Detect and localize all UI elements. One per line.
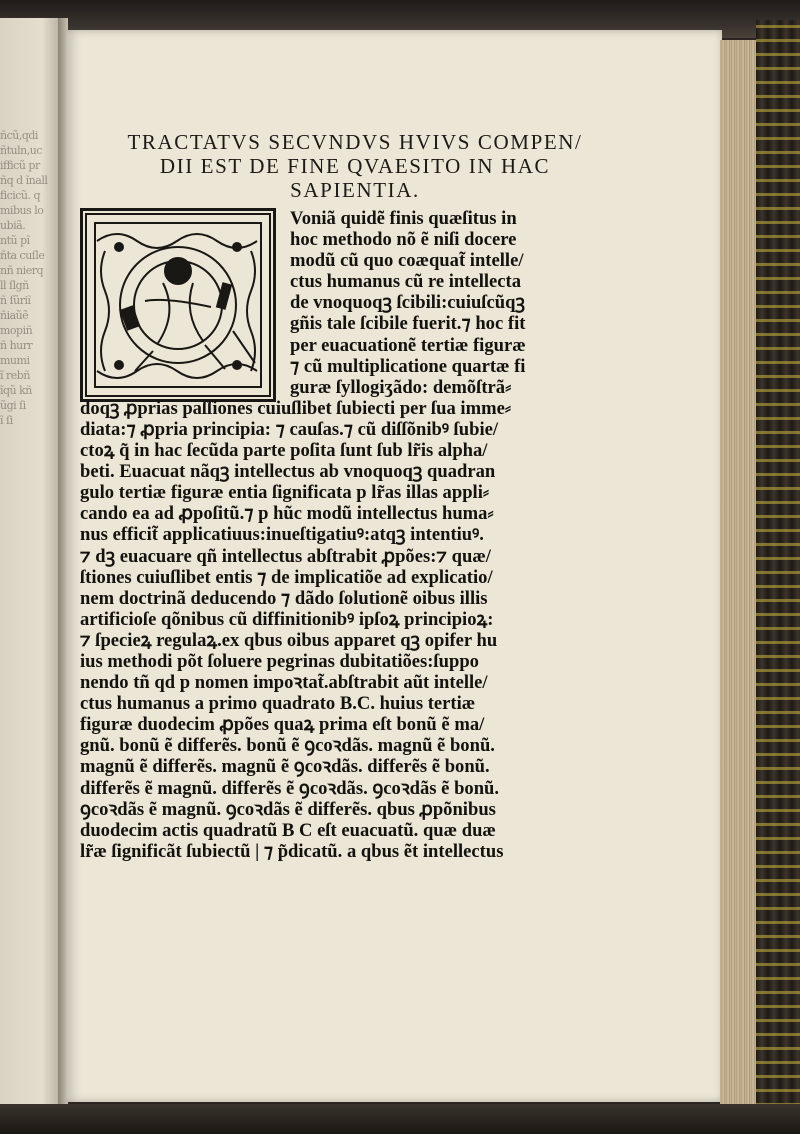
text-line: ⁊ cũ multiplicatione quartæ fi (290, 355, 526, 377)
text-line: ⁊ ſpecieꝝ regulaꝝ.ex qbus oibus apparet qꝫ opifer hu (80, 629, 498, 651)
left-page-line: ubiã. (0, 219, 26, 232)
text-line: ius methodi põt ſoluere pegrinas dubitatiões:ſuppo (80, 650, 479, 672)
left-page-line: ĩ ſi (0, 414, 13, 427)
left-page-line: ficicũ. q (0, 189, 41, 202)
text-line: nem doctrinã deducendo ⁊ dãdo ſolutionẽ oibus illis (80, 587, 488, 609)
left-page-line: mibus lo (0, 204, 44, 217)
left-page-line: ñ hurr (0, 339, 33, 352)
text-line: modũ cũ quo coæquat̃ intelle/ (290, 250, 524, 272)
left-page-line: ñ ſũriĩ (0, 294, 31, 307)
page-edges (720, 40, 758, 1106)
text-line: gñis tale ſcibile fuerit.⁊ hoc fit (290, 313, 526, 335)
left-page-line: nñ nierq (0, 264, 44, 277)
text-line: nendo tñ qd p nomen impoꝛtat̃.abſtrabit aũt intelle/ (80, 672, 488, 694)
heading-line: DII EST DE FINE QVAESITO IN HAC (159, 154, 551, 178)
left-page-line: ñiaũẽ (0, 309, 29, 322)
text-line: ctus humanus a primo quadrato B.C. huius tertiæ (80, 693, 476, 715)
heading-line: TRACTATVS SECVNDVS HVIVS COMPEN/ (127, 130, 583, 154)
left-page-line: ñcũ,qdi (0, 129, 38, 142)
bottom-binding (0, 1104, 800, 1134)
text-line: figuræ duodecim ꝓpões quaꝝ prima eſt bonũ ẽ ma/ (80, 714, 485, 736)
body-text (80, 208, 600, 862)
text-line: beti. Euacuat nãqꝫ intellectus ab vnoquoqꝫ quadran (80, 461, 496, 483)
text-line: duodecim actis quadratũ B C eſt euacuatũ. quæ duæ (80, 819, 496, 841)
left-page-line: ĩqũ kñ (0, 384, 32, 397)
decorated-binding (756, 20, 800, 1134)
text-line: ꝯcoꝛdãs ẽ magnũ. ꝯcoꝛdãs ẽ differẽs. qbus ꝓpõnibus (80, 798, 496, 820)
left-page-line: mumi (0, 354, 30, 367)
text-line: doqꝫ ꝓprias paſſiones cuiuſlibet ſubiecti per ſua imme⸗ (80, 397, 512, 419)
text-line: lr̃æ ſignificãt ſubiectũ | ⁊ p̃dicatũ. a qbus ẽt intellectus (80, 840, 504, 862)
chapter-heading (110, 130, 600, 202)
text-line: diata:⁊ ꝓpria principia: ⁊ cauſas.⁊ cũ diſſõnibꝰ ſubie/ (80, 418, 499, 440)
text-line: differẽs ẽ magnũ. differẽs ẽ ꝯcoꝛdãs. ꝯcoꝛdãs ẽ bonũ. (80, 777, 500, 799)
text-line: Voniã quidẽ finis quæſitus in (290, 208, 517, 229)
left-page-line: ntũ pĩ (0, 234, 30, 247)
text-line: cando ea ad ꝓpoſitũ.⁊ p hũc modũ intellectus huma⸗ (80, 503, 494, 525)
left-page-line: ñtuln,uc (0, 144, 42, 157)
left-page-line: ll ſlgñ (0, 279, 29, 292)
text-line: ctoꝝ q̃ in hac ſecũda parte poſita ſunt ſub lr̃is alpha/ (80, 440, 488, 462)
text-line: nus efficit̃ applicatiuus:inueſtigatiuꝰ:atqꝫ intentiuꝰ. (80, 524, 484, 546)
left-page-line: ifficũ pr (0, 159, 40, 172)
text-line: ctus humanus cũ re intellecta (290, 271, 522, 293)
left-page-text (0, 128, 52, 558)
text-line: ⁊ dꝫ euacuare qñ intellectus abſtrabit ꝓpões:⁊ quæ/ (80, 545, 491, 567)
left-page-line: mopiñ (0, 324, 33, 337)
left-page-line: ñta cuſle (0, 249, 45, 262)
left-page-line: ñq d ĩnall (0, 174, 48, 187)
text-line: ſtiones cuiuſlibet entis ⁊ de implicatiõe ad explicatio/ (80, 566, 493, 588)
text-line: de vnoquoqꝫ ſcibili:cuiuſcũqꝫ (290, 292, 525, 314)
text-line: guræ ſyllogiʒãdo: demõſtrã⸗ (290, 376, 512, 398)
text-line: artificioſe qõnibus cũ diffinitionibꝰ ipſoꝝ principioꝝ: (80, 608, 494, 630)
left-facing-page (0, 18, 60, 1108)
left-page-line: ĩ rebñ (0, 369, 30, 382)
left-page-line: ũgi ſi (0, 399, 26, 412)
text-line: magnũ ẽ differẽs. magnũ ẽ ꝯcoꝛdãs. differẽs ẽ bonũ. (80, 756, 490, 778)
heading-line: SAPIENTIA. (290, 178, 420, 202)
text-line: gnũ. bonũ ẽ differẽs. bonũ ẽ ꝯcoꝛdãs. magnũ ẽ bonũ. (80, 735, 495, 757)
text-line: gulo tertiæ figuræ entia ſignificata p lr̃as illas appli⸗ (80, 482, 490, 504)
text-line: per euacuationẽ tertiæ figuræ (290, 334, 526, 356)
text-line: hoc methodo nõ ẽ niſi docere (290, 229, 517, 251)
